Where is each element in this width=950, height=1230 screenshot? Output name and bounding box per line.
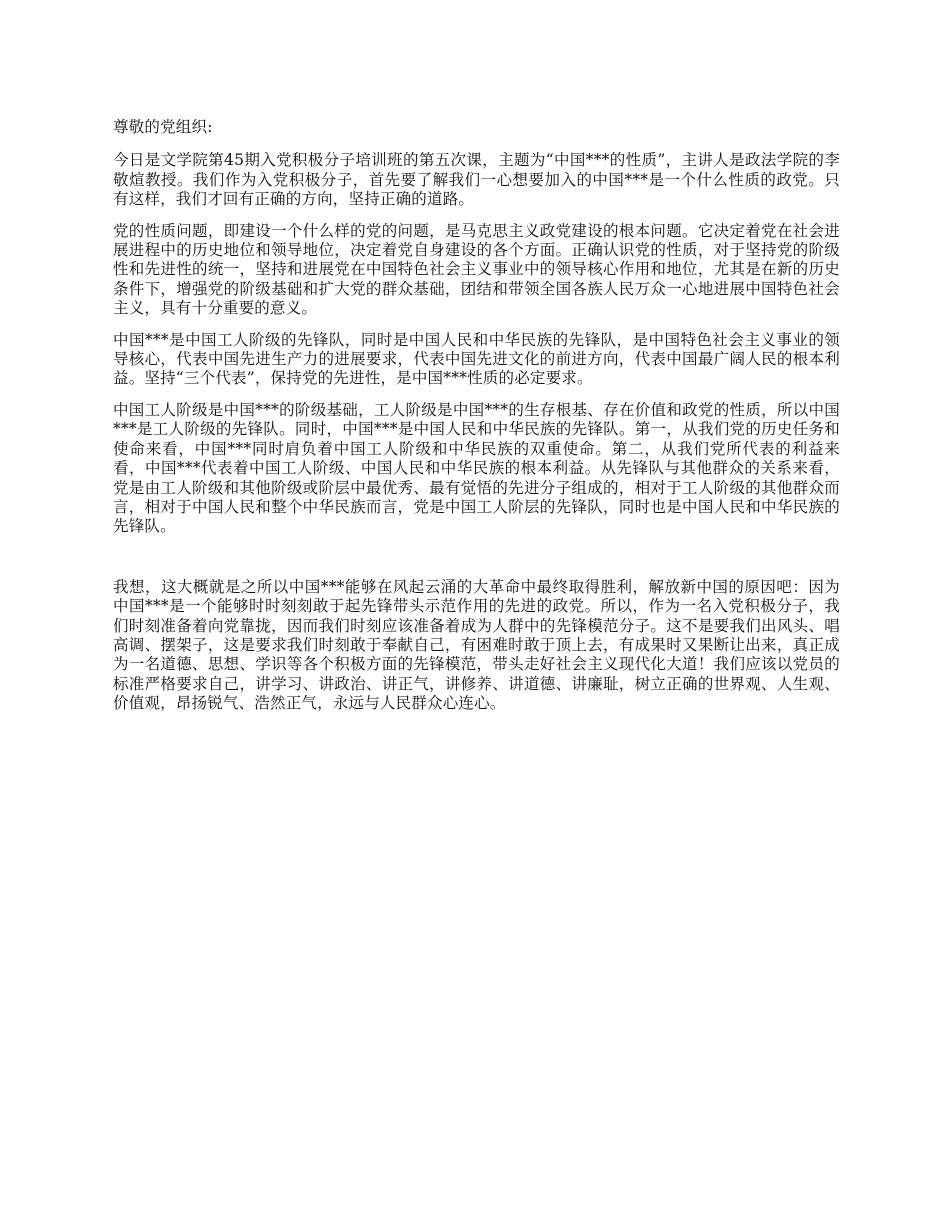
document-page <box>113 118 840 726</box>
paragraph-5: 我想，这大概就是之所以中国***能够在风起云涌的大革命中最终取得胜利，解放新中国的原因吧：因为中国***是一个能够时时刻刻敢于起先锋带头示范作用的先进的政党。所以，作为一名入党积极分子，我们时刻准备着向党靠拢，因而我们时刻应该准备着成为人群中的先锋模范分子。这不是要我们出风头、唱高调、摆架子，这是要求我们时刻敢于奉献自己，有困难时敢于顶上去，有成果时又果断让出来，真正成为一名道德、思想、学识等各个积极方面的先锋模范，带头走好社会主义现代化大道！我们应该以党员的标准严格要求自己，讲学习、讲政治、讲正气，讲修养、讲道德、讲廉耻，树立正确的世界观、人生观、价值观，昂扬锐气、浩然正气，永远与人民群众心连心。 <box>113 577 840 713</box>
paragraph-2: 党的性质问题，即建设一个什么样的党的问题，是马克思主义政党建设的根本问题。它决定着党在社会进展进程中的历史地位和领导地位，决定着党自身建设的各个方面。正确认识党的性质，对于坚持党的阶级性和先进性的统一，坚持和进展党在中国特色社会主义事业中的领导核心作用和地位，尤其是在新的历史条件下，增强党的阶级基础和扩大党的群众基础，团结和带领全国各族人民万众一心地进展中国特色社会主义，具有十分重要的意义。 <box>113 221 840 318</box>
paragraph-4: 中国工人阶级是中国***的阶级基础，工人阶级是中国***的生存根基、存在价值和政党的性质，所以中国***是工人阶级的先锋队。同时，中国***是中国人民和中华民族的先锋队。第一，从我们党的历史任务和使命来看，中国***同时肩负着中国工人阶级和中华民族的双重使命。第二，从我们党所代表的利益来看，中国***代表着中国工人阶级、中国人民和中华民族的根本利益。从先锋队与其他群众的关系来看，党是由工人阶级和其他阶级或阶层中最优秀、最有觉悟的先进分子组成的，相对于工人阶级的其他群众而言，相对于中国人民和整个中华民族而言，党是中国工人阶层的先锋队，同时也是中国人民和中华民族的先锋队。 <box>113 400 840 536</box>
paragraph-gap <box>113 549 840 578</box>
paragraph-1: 今日是文学院第45期入党积极分子培训班的第五次课，主题为“中国***的性质”，主讲人是政法学院的李敬煊教授。我们作为入党积极分子，首先要了解我们一心想要加入的中国***是一个什么性质的政党。只有这样，我们才回有正确的方向，坚持正确的道路。 <box>113 151 840 209</box>
paragraph-3: 中国***是中国工人阶级的先锋队，同时是中国人民和中华民族的先锋队，是中国特色社会主义事业的领导核心，代表中国先进生产力的进展要求，代表中国先进文化的前进方向，代表中国最广阔人民的根本利益。坚持“三个代表”，保持党的先进性，是中国***性质的必定要求。 <box>113 330 840 388</box>
salutation: 尊敬的党组织: <box>113 118 213 136</box>
